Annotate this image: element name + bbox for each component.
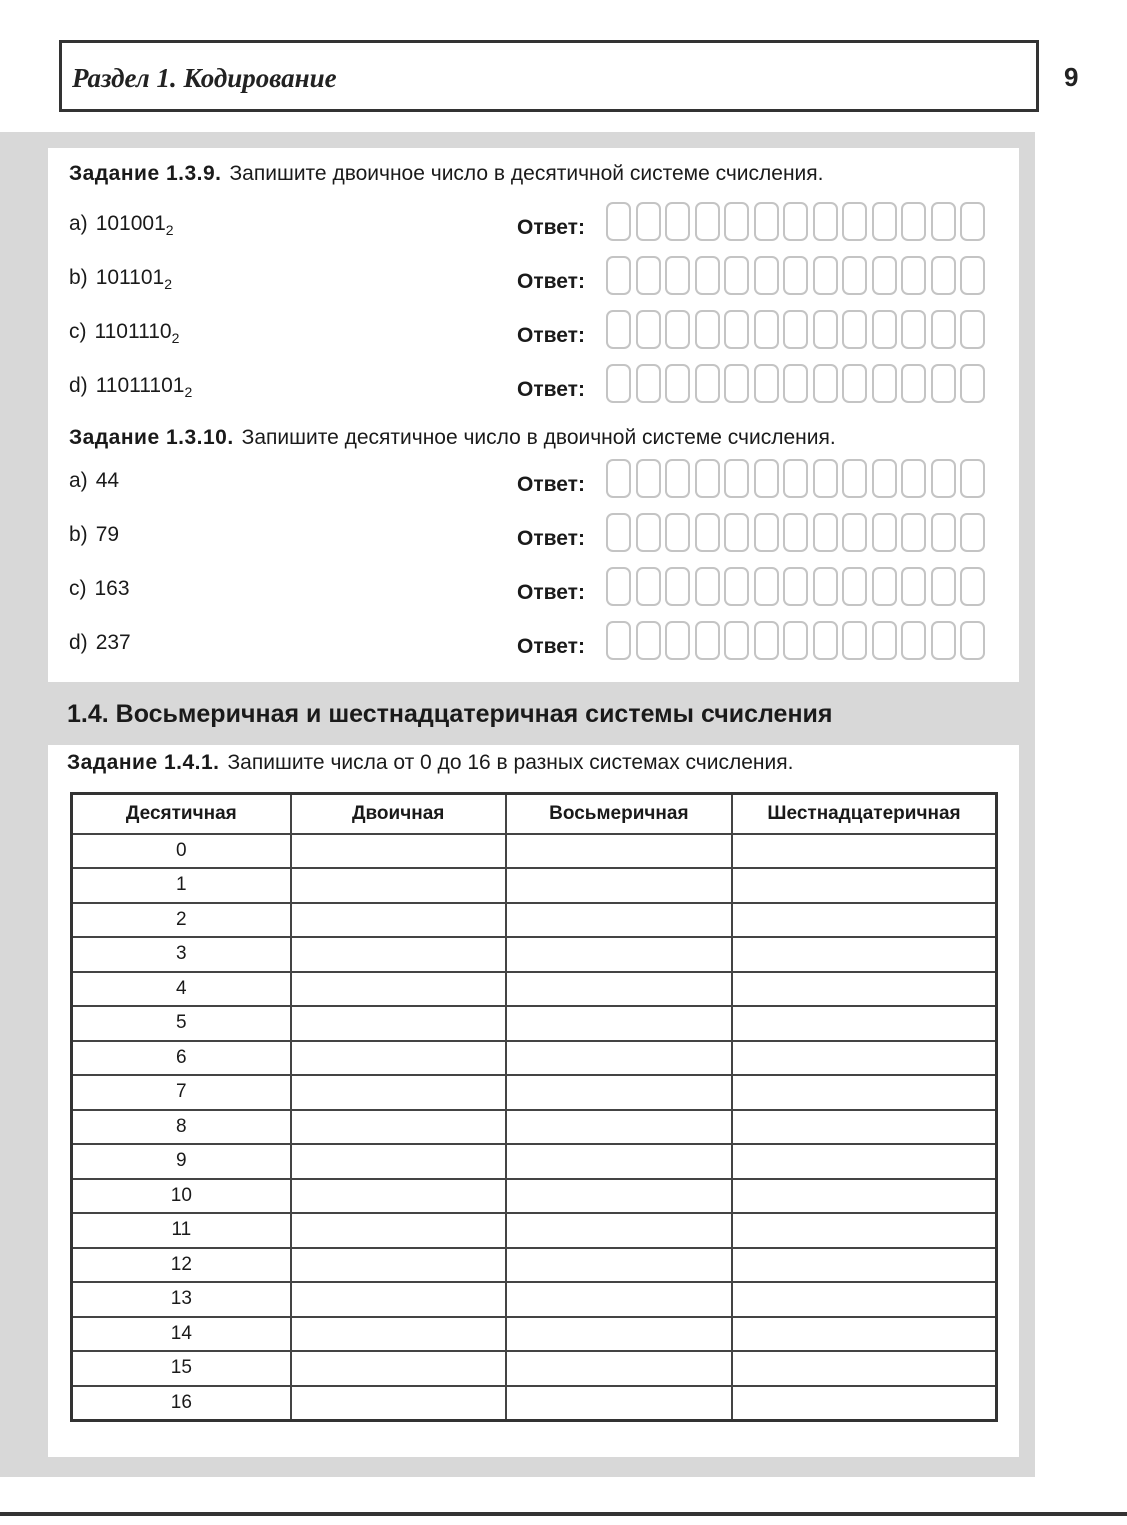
table-row bbox=[72, 1317, 997, 1352]
item-label: a) bbox=[69, 212, 88, 235]
hex-cell[interactable] bbox=[732, 834, 996, 869]
table-header-cell: Двоичная bbox=[291, 794, 506, 834]
answer-cell[interactable] bbox=[931, 256, 956, 295]
item-label: d) bbox=[69, 631, 88, 654]
answer-cells[interactable] bbox=[606, 513, 990, 552]
answer-cell[interactable] bbox=[665, 459, 690, 498]
answer-cell[interactable] bbox=[665, 256, 690, 295]
answer-cell[interactable] bbox=[842, 310, 867, 349]
answer-cell[interactable] bbox=[695, 202, 720, 241]
task-item bbox=[69, 212, 174, 238]
answer-cell[interactable] bbox=[842, 567, 867, 606]
decimal-cell: 8 bbox=[72, 1110, 291, 1145]
decimal-cell: 11 bbox=[72, 1213, 291, 1248]
item-number: 11011101 bbox=[95, 374, 185, 397]
answer-cells[interactable] bbox=[606, 310, 990, 349]
answer-cell[interactable] bbox=[872, 256, 897, 295]
item-label: b) bbox=[69, 266, 88, 289]
answer-cell[interactable] bbox=[606, 364, 631, 403]
binary-cell[interactable] bbox=[291, 1248, 506, 1283]
binary-cell[interactable] bbox=[291, 834, 506, 869]
task-item bbox=[69, 374, 192, 400]
task-1-3-9-text: Запишите двоичное число в десятичной системе счисления. bbox=[229, 162, 824, 185]
answer-cells[interactable] bbox=[606, 567, 990, 606]
answer-cell[interactable] bbox=[636, 459, 661, 498]
octal-cell[interactable] bbox=[506, 868, 732, 903]
answer-label: Ответ: bbox=[517, 635, 585, 658]
hex-cell[interactable] bbox=[732, 1282, 996, 1317]
answer-cell[interactable] bbox=[783, 513, 808, 552]
task-1-3-10-title bbox=[69, 426, 836, 450]
answer-cell[interactable] bbox=[813, 202, 838, 241]
answer-cell[interactable] bbox=[842, 459, 867, 498]
answer-cell[interactable] bbox=[665, 513, 690, 552]
answer-cell[interactable] bbox=[872, 567, 897, 606]
answer-cell[interactable] bbox=[636, 567, 661, 606]
answer-label: Ответ: bbox=[517, 473, 585, 496]
answer-cell[interactable] bbox=[813, 459, 838, 498]
task-item bbox=[69, 469, 119, 493]
answer-cells[interactable] bbox=[606, 256, 990, 295]
answer-cell[interactable] bbox=[931, 310, 956, 349]
item-label: c) bbox=[69, 577, 87, 600]
task-item bbox=[69, 266, 172, 292]
decimal-cell: 4 bbox=[72, 972, 291, 1007]
table-row bbox=[72, 1351, 997, 1386]
answer-cell[interactable] bbox=[724, 513, 749, 552]
answer-cell[interactable] bbox=[695, 256, 720, 295]
answer-cell[interactable] bbox=[960, 202, 985, 241]
answer-cell[interactable] bbox=[783, 202, 808, 241]
answer-cell[interactable] bbox=[636, 310, 661, 349]
answer-cell[interactable] bbox=[960, 513, 985, 552]
answer-cell[interactable] bbox=[813, 310, 838, 349]
answer-cell[interactable] bbox=[695, 364, 720, 403]
answer-cell[interactable] bbox=[606, 567, 631, 606]
decimal-cell: 1 bbox=[72, 868, 291, 903]
table-row bbox=[72, 1282, 997, 1317]
task-item bbox=[69, 320, 179, 346]
answer-cell[interactable] bbox=[813, 256, 838, 295]
answer-cell[interactable] bbox=[754, 513, 779, 552]
decimal-cell: 5 bbox=[72, 1006, 291, 1041]
decimal-cell: 12 bbox=[72, 1248, 291, 1283]
item-number: 237 bbox=[95, 631, 131, 654]
answer-cell[interactable] bbox=[813, 513, 838, 552]
answer-cell[interactable] bbox=[931, 459, 956, 498]
answer-cell[interactable] bbox=[695, 459, 720, 498]
answer-cell[interactable] bbox=[783, 621, 808, 660]
answer-cell[interactable] bbox=[695, 567, 720, 606]
answer-cell[interactable] bbox=[901, 256, 926, 295]
answer-cell[interactable] bbox=[901, 567, 926, 606]
task-1-3-10-text: Запишите десятичное число в двоичной системе счисления. bbox=[241, 426, 836, 449]
octal-cell[interactable] bbox=[506, 1213, 732, 1248]
table-row bbox=[72, 1075, 997, 1110]
answer-cell[interactable] bbox=[754, 202, 779, 241]
answer-cell[interactable] bbox=[960, 256, 985, 295]
answer-label: Ответ: bbox=[517, 216, 585, 239]
answer-cell[interactable] bbox=[754, 567, 779, 606]
answer-cell[interactable] bbox=[724, 459, 749, 498]
answer-cell[interactable] bbox=[960, 310, 985, 349]
hex-cell[interactable] bbox=[732, 1213, 996, 1248]
answer-cell[interactable] bbox=[606, 459, 631, 498]
octal-cell[interactable] bbox=[506, 1351, 732, 1386]
answer-cell[interactable] bbox=[960, 364, 985, 403]
hex-cell[interactable] bbox=[732, 1144, 996, 1179]
task-item bbox=[69, 523, 119, 547]
answer-cell[interactable] bbox=[931, 513, 956, 552]
table-row bbox=[72, 834, 997, 869]
answer-cell[interactable] bbox=[901, 459, 926, 498]
answer-cell[interactable] bbox=[606, 513, 631, 552]
table-row bbox=[72, 1179, 997, 1214]
task-item bbox=[69, 631, 131, 655]
decimal-cell: 3 bbox=[72, 937, 291, 972]
table-row bbox=[72, 1006, 997, 1041]
item-label: d) bbox=[69, 374, 88, 397]
table-row bbox=[72, 1041, 997, 1076]
octal-cell[interactable] bbox=[506, 1179, 732, 1214]
answer-cell[interactable] bbox=[606, 256, 631, 295]
table-row bbox=[72, 1213, 997, 1248]
answer-cell[interactable] bbox=[901, 621, 926, 660]
answer-cell[interactable] bbox=[960, 621, 985, 660]
answer-label: Ответ: bbox=[517, 378, 585, 401]
hex-cell[interactable] bbox=[732, 1041, 996, 1076]
table-header-cell: Шестнадцатеричная bbox=[732, 794, 996, 834]
decimal-cell: 7 bbox=[72, 1075, 291, 1110]
hex-cell[interactable] bbox=[732, 1006, 996, 1041]
binary-cell[interactable] bbox=[291, 1110, 506, 1145]
hex-cell[interactable] bbox=[732, 1317, 996, 1352]
table-header-cell: Десятичная bbox=[72, 794, 291, 834]
answer-cell[interactable] bbox=[872, 202, 897, 241]
answer-cell[interactable] bbox=[636, 202, 661, 241]
chapter-header bbox=[59, 40, 1039, 112]
hex-cell[interactable] bbox=[732, 903, 996, 938]
item-number: 1101110 bbox=[94, 320, 172, 343]
task-1-4-1-text: Запишите числа от 0 до 16 в разных системах счисления. bbox=[227, 751, 794, 774]
answer-cell[interactable] bbox=[724, 364, 749, 403]
answer-cell[interactable] bbox=[754, 256, 779, 295]
answer-cell[interactable] bbox=[724, 567, 749, 606]
task-1-3-9-number: Задание 1.3.9. bbox=[69, 162, 222, 185]
answer-cell[interactable] bbox=[665, 364, 690, 403]
answer-cell[interactable] bbox=[931, 621, 956, 660]
page-bottom-rule bbox=[0, 1512, 1127, 1516]
answer-label: Ответ: bbox=[517, 270, 585, 293]
answer-cell[interactable] bbox=[636, 621, 661, 660]
table-row bbox=[72, 903, 997, 938]
answer-cell[interactable] bbox=[931, 567, 956, 606]
answer-cell[interactable] bbox=[872, 310, 897, 349]
answer-cell[interactable] bbox=[783, 459, 808, 498]
answer-cell[interactable] bbox=[606, 621, 631, 660]
conversion-table bbox=[70, 792, 998, 1422]
octal-cell[interactable] bbox=[506, 972, 732, 1007]
item-base-subscript: 2 bbox=[171, 330, 180, 346]
answer-cell[interactable] bbox=[783, 256, 808, 295]
item-base-subscript: 2 bbox=[165, 222, 174, 238]
answer-cell[interactable] bbox=[872, 621, 897, 660]
octal-cell[interactable] bbox=[506, 903, 732, 938]
answer-cell[interactable] bbox=[960, 459, 985, 498]
answer-cell[interactable] bbox=[901, 513, 926, 552]
octal-cell[interactable] bbox=[506, 1386, 732, 1421]
binary-cell[interactable] bbox=[291, 1006, 506, 1041]
hex-cell[interactable] bbox=[732, 1248, 996, 1283]
answer-cells[interactable] bbox=[606, 364, 990, 403]
hex-cell[interactable] bbox=[732, 1075, 996, 1110]
answer-cell[interactable] bbox=[636, 364, 661, 403]
item-label: b) bbox=[69, 523, 88, 546]
answer-label: Ответ: bbox=[517, 527, 585, 550]
task-1-3-10-number: Задание 1.3.10. bbox=[69, 426, 234, 449]
page-number: 9 bbox=[1064, 62, 1079, 92]
answer-cell[interactable] bbox=[842, 256, 867, 295]
task-1-3-9-title bbox=[69, 162, 824, 186]
octal-cell[interactable] bbox=[506, 834, 732, 869]
decimal-cell: 15 bbox=[72, 1351, 291, 1386]
table-row bbox=[72, 1386, 997, 1421]
answer-cell[interactable] bbox=[813, 621, 838, 660]
table-row bbox=[72, 937, 997, 972]
answer-cell[interactable] bbox=[665, 202, 690, 241]
answer-cell[interactable] bbox=[842, 621, 867, 660]
answer-cell[interactable] bbox=[813, 364, 838, 403]
decimal-cell: 0 bbox=[72, 834, 291, 869]
item-number: 101001 bbox=[95, 212, 166, 235]
answer-cell[interactable] bbox=[872, 364, 897, 403]
octal-cell[interactable] bbox=[506, 1144, 732, 1179]
octal-cell[interactable] bbox=[506, 1041, 732, 1076]
hex-cell[interactable] bbox=[732, 868, 996, 903]
table-row bbox=[72, 1144, 997, 1179]
answer-cell[interactable] bbox=[636, 256, 661, 295]
answer-cell[interactable] bbox=[754, 364, 779, 403]
answer-cell[interactable] bbox=[931, 364, 956, 403]
answer-cell[interactable] bbox=[931, 202, 956, 241]
hex-cell[interactable] bbox=[732, 1386, 996, 1421]
task-1-4-1-number: Задание 1.4.1. bbox=[67, 751, 220, 774]
binary-cell[interactable] bbox=[291, 1144, 506, 1179]
answer-cell[interactable] bbox=[606, 202, 631, 241]
binary-cell[interactable] bbox=[291, 1041, 506, 1076]
table-row bbox=[72, 868, 997, 903]
task-1-4-1-title bbox=[67, 751, 793, 775]
decimal-cell: 6 bbox=[72, 1041, 291, 1076]
decimal-cell: 14 bbox=[72, 1317, 291, 1352]
answer-cell[interactable] bbox=[665, 567, 690, 606]
item-number: 101101 bbox=[95, 266, 165, 289]
octal-cell[interactable] bbox=[506, 1110, 732, 1145]
binary-cell[interactable] bbox=[291, 1179, 506, 1214]
answer-cell[interactable] bbox=[783, 567, 808, 606]
answer-cell[interactable] bbox=[606, 310, 631, 349]
answer-cell[interactable] bbox=[665, 310, 690, 349]
task-item bbox=[69, 577, 130, 601]
binary-cell[interactable] bbox=[291, 868, 506, 903]
binary-cell[interactable] bbox=[291, 1075, 506, 1110]
binary-cell[interactable] bbox=[291, 1282, 506, 1317]
answer-cell[interactable] bbox=[813, 567, 838, 606]
answer-cell[interactable] bbox=[901, 310, 926, 349]
item-base-subscript: 2 bbox=[164, 276, 173, 292]
answer-cell[interactable] bbox=[695, 621, 720, 660]
answer-cell[interactable] bbox=[754, 621, 779, 660]
answer-cell[interactable] bbox=[872, 459, 897, 498]
answer-cells[interactable] bbox=[606, 202, 990, 241]
answer-cell[interactable] bbox=[783, 364, 808, 403]
table-header-cell: Восьмеричная bbox=[506, 794, 732, 834]
item-number: 163 bbox=[94, 577, 130, 600]
binary-cell[interactable] bbox=[291, 972, 506, 1007]
octal-cell[interactable] bbox=[506, 1282, 732, 1317]
answer-cell[interactable] bbox=[665, 621, 690, 660]
table-row bbox=[72, 1110, 997, 1145]
binary-cell[interactable] bbox=[291, 1213, 506, 1248]
table-row bbox=[72, 972, 997, 1007]
answer-cell[interactable] bbox=[754, 459, 779, 498]
chapter-title: Раздел 1. Кодирование bbox=[72, 63, 337, 93]
answer-cell[interactable] bbox=[724, 202, 749, 241]
binary-cell[interactable] bbox=[291, 1386, 506, 1421]
answer-cell[interactable] bbox=[842, 202, 867, 241]
hex-cell[interactable] bbox=[732, 1110, 996, 1145]
answer-cell[interactable] bbox=[695, 310, 720, 349]
item-base-subscript: 2 bbox=[184, 384, 193, 400]
binary-cell[interactable] bbox=[291, 1351, 506, 1386]
answer-cell[interactable] bbox=[901, 364, 926, 403]
octal-cell[interactable] bbox=[506, 1248, 732, 1283]
answer-cell[interactable] bbox=[872, 513, 897, 552]
octal-cell[interactable] bbox=[506, 937, 732, 972]
octal-cell[interactable] bbox=[506, 1006, 732, 1041]
answer-cell[interactable] bbox=[724, 256, 749, 295]
decimal-cell: 2 bbox=[72, 903, 291, 938]
item-label: a) bbox=[69, 469, 88, 492]
answer-cell[interactable] bbox=[960, 567, 985, 606]
table-header-row bbox=[72, 794, 997, 834]
answer-cell[interactable] bbox=[842, 364, 867, 403]
answer-cell[interactable] bbox=[783, 310, 808, 349]
answer-label: Ответ: bbox=[517, 581, 585, 604]
binary-cell[interactable] bbox=[291, 903, 506, 938]
hex-cell[interactable] bbox=[732, 972, 996, 1007]
item-number: 44 bbox=[95, 469, 120, 492]
answer-cells[interactable] bbox=[606, 459, 990, 498]
answer-cell[interactable] bbox=[754, 310, 779, 349]
section-heading: 1.4. Восьмеричная и шестнадцатеричная системы счисления bbox=[67, 700, 833, 728]
decimal-cell: 9 bbox=[72, 1144, 291, 1179]
hex-cell[interactable] bbox=[732, 1351, 996, 1386]
item-number: 79 bbox=[95, 523, 120, 546]
octal-cell[interactable] bbox=[506, 1317, 732, 1352]
answer-label: Ответ: bbox=[517, 324, 585, 347]
answer-cell[interactable] bbox=[901, 202, 926, 241]
answer-cell[interactable] bbox=[636, 513, 661, 552]
answer-cell[interactable] bbox=[842, 513, 867, 552]
decimal-cell: 10 bbox=[72, 1179, 291, 1214]
answer-cell[interactable] bbox=[724, 621, 749, 660]
binary-cell[interactable] bbox=[291, 1317, 506, 1352]
table-row bbox=[72, 1248, 997, 1283]
decimal-cell: 16 bbox=[72, 1386, 291, 1421]
binary-cell[interactable] bbox=[291, 937, 506, 972]
answer-cell[interactable] bbox=[695, 513, 720, 552]
item-label: c) bbox=[69, 320, 87, 343]
octal-cell[interactable] bbox=[506, 1075, 732, 1110]
answer-cells[interactable] bbox=[606, 621, 990, 660]
hex-cell[interactable] bbox=[732, 937, 996, 972]
answer-cell[interactable] bbox=[724, 310, 749, 349]
decimal-cell: 13 bbox=[72, 1282, 291, 1317]
hex-cell[interactable] bbox=[732, 1179, 996, 1214]
